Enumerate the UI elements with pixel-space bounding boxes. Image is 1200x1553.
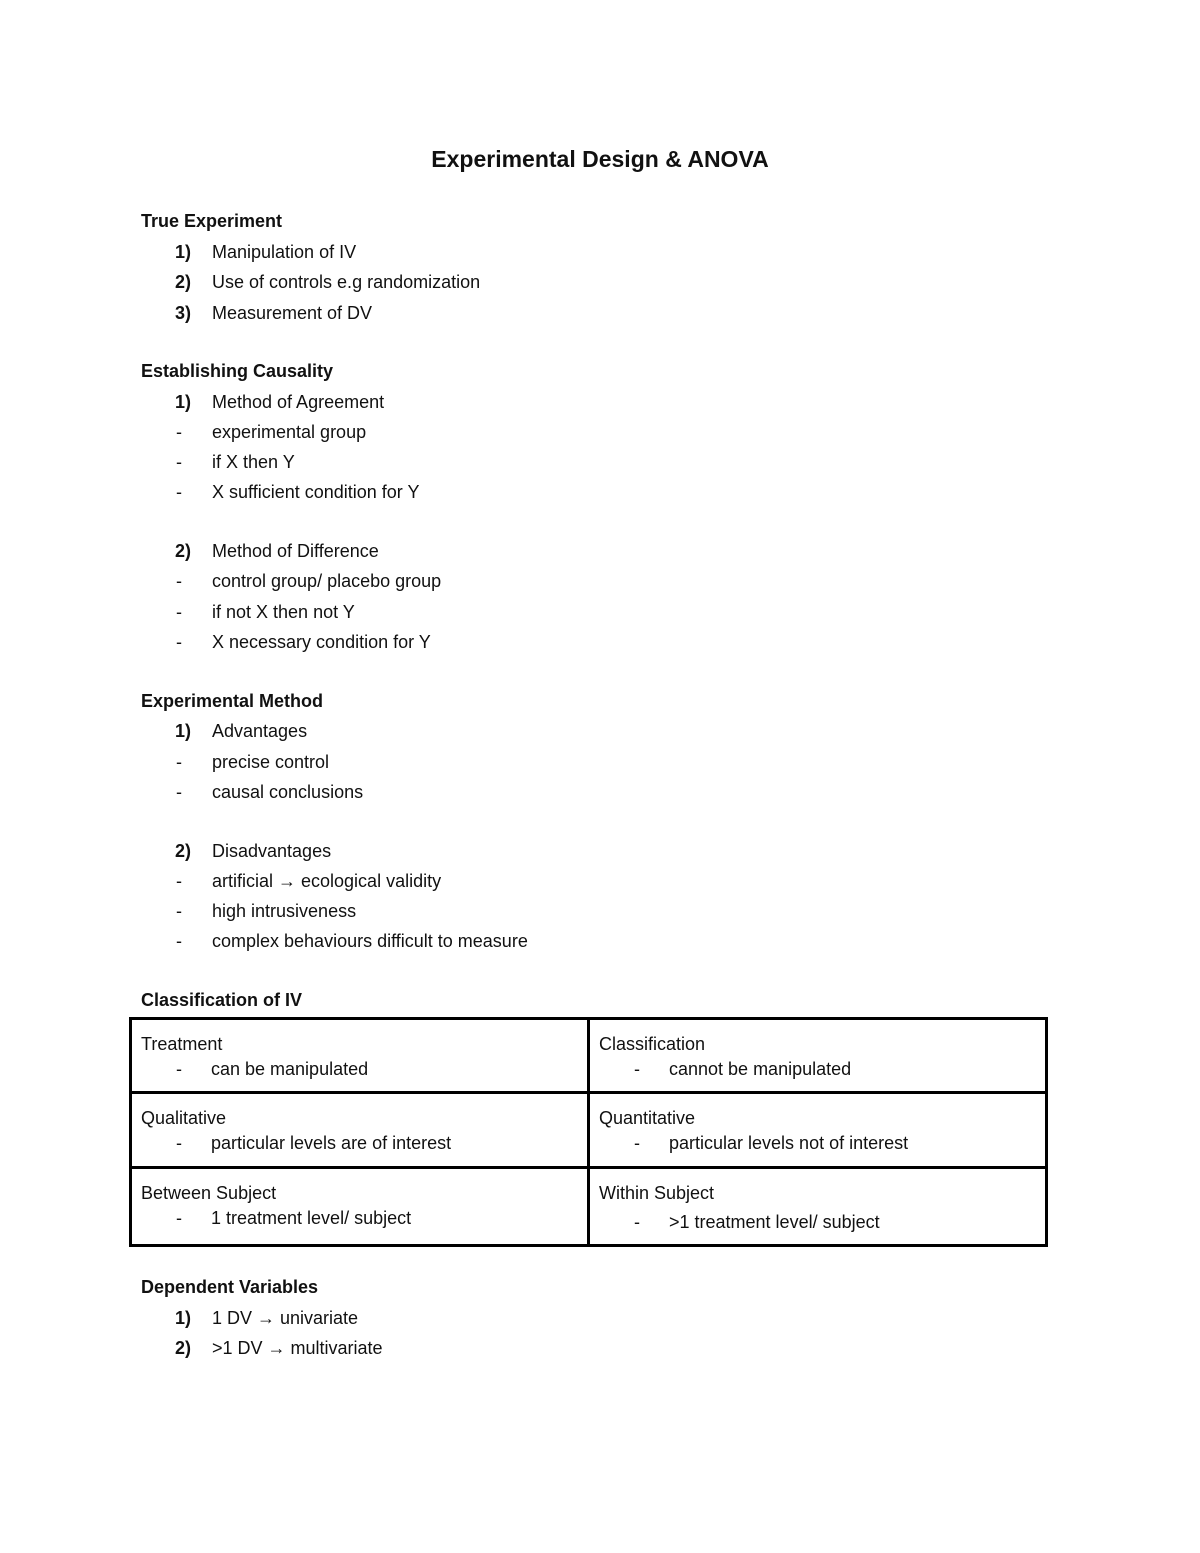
list-number: 2)	[175, 841, 192, 861]
list-number: 1)	[175, 242, 192, 262]
list-number: 1)	[175, 392, 192, 412]
bullet-dash: -	[176, 782, 182, 802]
table-cell	[131, 1168, 589, 1246]
list-item	[0, 1308, 1200, 1332]
table-cell	[589, 1019, 1047, 1093]
bullet-dash: -	[176, 422, 182, 442]
list-item-text: 1 DV → univariate	[212, 1308, 359, 1328]
cell-bullet-text: particular levels not of interest	[669, 1133, 909, 1153]
cell-bullet-text: cannot be manipulated	[669, 1059, 852, 1079]
bullet-text: if not X then not Y	[212, 602, 355, 622]
classification-table	[129, 1017, 1048, 1247]
cell-title: Classification	[599, 1034, 706, 1054]
list-item	[0, 541, 1200, 565]
bullet-item	[0, 931, 1200, 955]
cell-bullet-text: >1 treatment level/ subject	[669, 1212, 880, 1232]
table-row	[131, 1168, 1047, 1246]
cell-title: Qualitative	[141, 1108, 227, 1128]
cell-bullet	[141, 1056, 577, 1082]
bullet-item	[0, 782, 1200, 806]
bullet-text: X sufficient condition for Y	[212, 482, 420, 502]
bullet-item	[0, 901, 1200, 925]
bullet-item	[0, 422, 1200, 446]
bullet-dash: -	[176, 602, 182, 622]
cell-bullet-text: particular levels are of interest	[211, 1133, 452, 1153]
bullet-text: causal conclusions	[212, 782, 364, 802]
list-number: 3)	[175, 303, 192, 323]
list-item-text: Method of Difference	[212, 541, 379, 561]
bullet-item	[0, 871, 1200, 895]
cell-bullet-text: can be manipulated	[211, 1059, 369, 1079]
bullet-text: control group/ placebo group	[212, 571, 442, 591]
bullet-text: experimental group	[212, 422, 367, 442]
list-item	[0, 841, 1200, 865]
cell-title: Within Subject	[599, 1183, 715, 1203]
cell-title: Quantitative	[599, 1108, 696, 1128]
list-item	[0, 272, 1200, 296]
bullet-text: artificial → ecological validity	[212, 871, 442, 891]
table-cell	[589, 1168, 1047, 1246]
list-number: 2)	[175, 541, 192, 561]
bullet-dash: -	[176, 632, 182, 652]
list-item-text: Measurement of DV	[212, 303, 373, 323]
bullet-dash: -	[176, 1208, 182, 1228]
page-title: Experimental Design & ANOVA	[431, 146, 769, 172]
cell-bullet	[599, 1130, 1035, 1156]
bullet-item	[0, 482, 1200, 506]
bullet-dash: -	[634, 1212, 640, 1232]
table-row	[131, 1019, 1047, 1093]
bullet-item	[0, 452, 1200, 476]
list-item	[0, 242, 1200, 266]
bullet-text: high intrusiveness	[212, 901, 357, 921]
cell-bullet	[141, 1130, 577, 1156]
bullet-text: complex behaviours difficult to measure	[212, 931, 528, 951]
bullet-dash: -	[176, 931, 182, 951]
list-item	[0, 721, 1200, 745]
bullet-text: if X then Y	[212, 452, 295, 472]
list-item-text: Disadvantages	[212, 841, 332, 861]
list-item	[0, 303, 1200, 327]
list-number: 2)	[175, 1338, 192, 1358]
bullet-item	[0, 632, 1200, 656]
bullet-dash: -	[176, 1133, 182, 1153]
list-item	[0, 1338, 1200, 1362]
list-number: 1)	[175, 721, 192, 741]
bullet-item	[0, 571, 1200, 595]
list-number: 2)	[175, 272, 192, 292]
bullet-dash: -	[176, 1059, 182, 1079]
cell-bullet	[599, 1209, 1035, 1235]
bullet-dash: -	[634, 1133, 640, 1153]
section-heading-experimental-method: Experimental Method	[141, 691, 324, 711]
bullet-dash: -	[634, 1059, 640, 1079]
section-heading-classification-iv: Classification of IV	[141, 990, 303, 1010]
list-item	[0, 392, 1200, 416]
table-row	[131, 1093, 1047, 1168]
bullet-dash: -	[176, 871, 182, 891]
bullet-dash: -	[176, 482, 182, 502]
list-item-text: Manipulation of IV	[212, 242, 357, 262]
table-cell	[131, 1019, 589, 1093]
list-number: 1)	[175, 1308, 192, 1328]
cell-bullet	[599, 1056, 1035, 1082]
bullet-text: precise control	[212, 752, 330, 772]
bullet-text: X necessary condition for Y	[212, 632, 431, 652]
table-cell	[131, 1093, 589, 1168]
section-heading-true-experiment: True Experiment	[141, 211, 283, 231]
list-item-text: >1 DV → multivariate	[212, 1338, 383, 1358]
bullet-dash: -	[176, 571, 182, 591]
table-cell	[589, 1093, 1047, 1168]
bullet-dash: -	[176, 452, 182, 472]
cell-bullet-text: 1 treatment level/ subject	[211, 1208, 412, 1228]
cell-title: Between Subject	[141, 1183, 277, 1203]
section-heading-causality: Establishing Causality	[141, 361, 334, 381]
bullet-item	[0, 602, 1200, 626]
list-item-text: Use of controls e.g randomization	[212, 272, 481, 292]
list-item-text: Method of Agreement	[212, 392, 385, 412]
cell-title: Treatment	[141, 1034, 223, 1054]
list-item-text: Advantages	[212, 721, 308, 741]
section-heading-dependent-variables: Dependent Variables	[141, 1277, 319, 1297]
bullet-item	[0, 752, 1200, 776]
bullet-dash: -	[176, 901, 182, 921]
bullet-dash: -	[176, 752, 182, 772]
cell-bullet	[141, 1205, 577, 1231]
